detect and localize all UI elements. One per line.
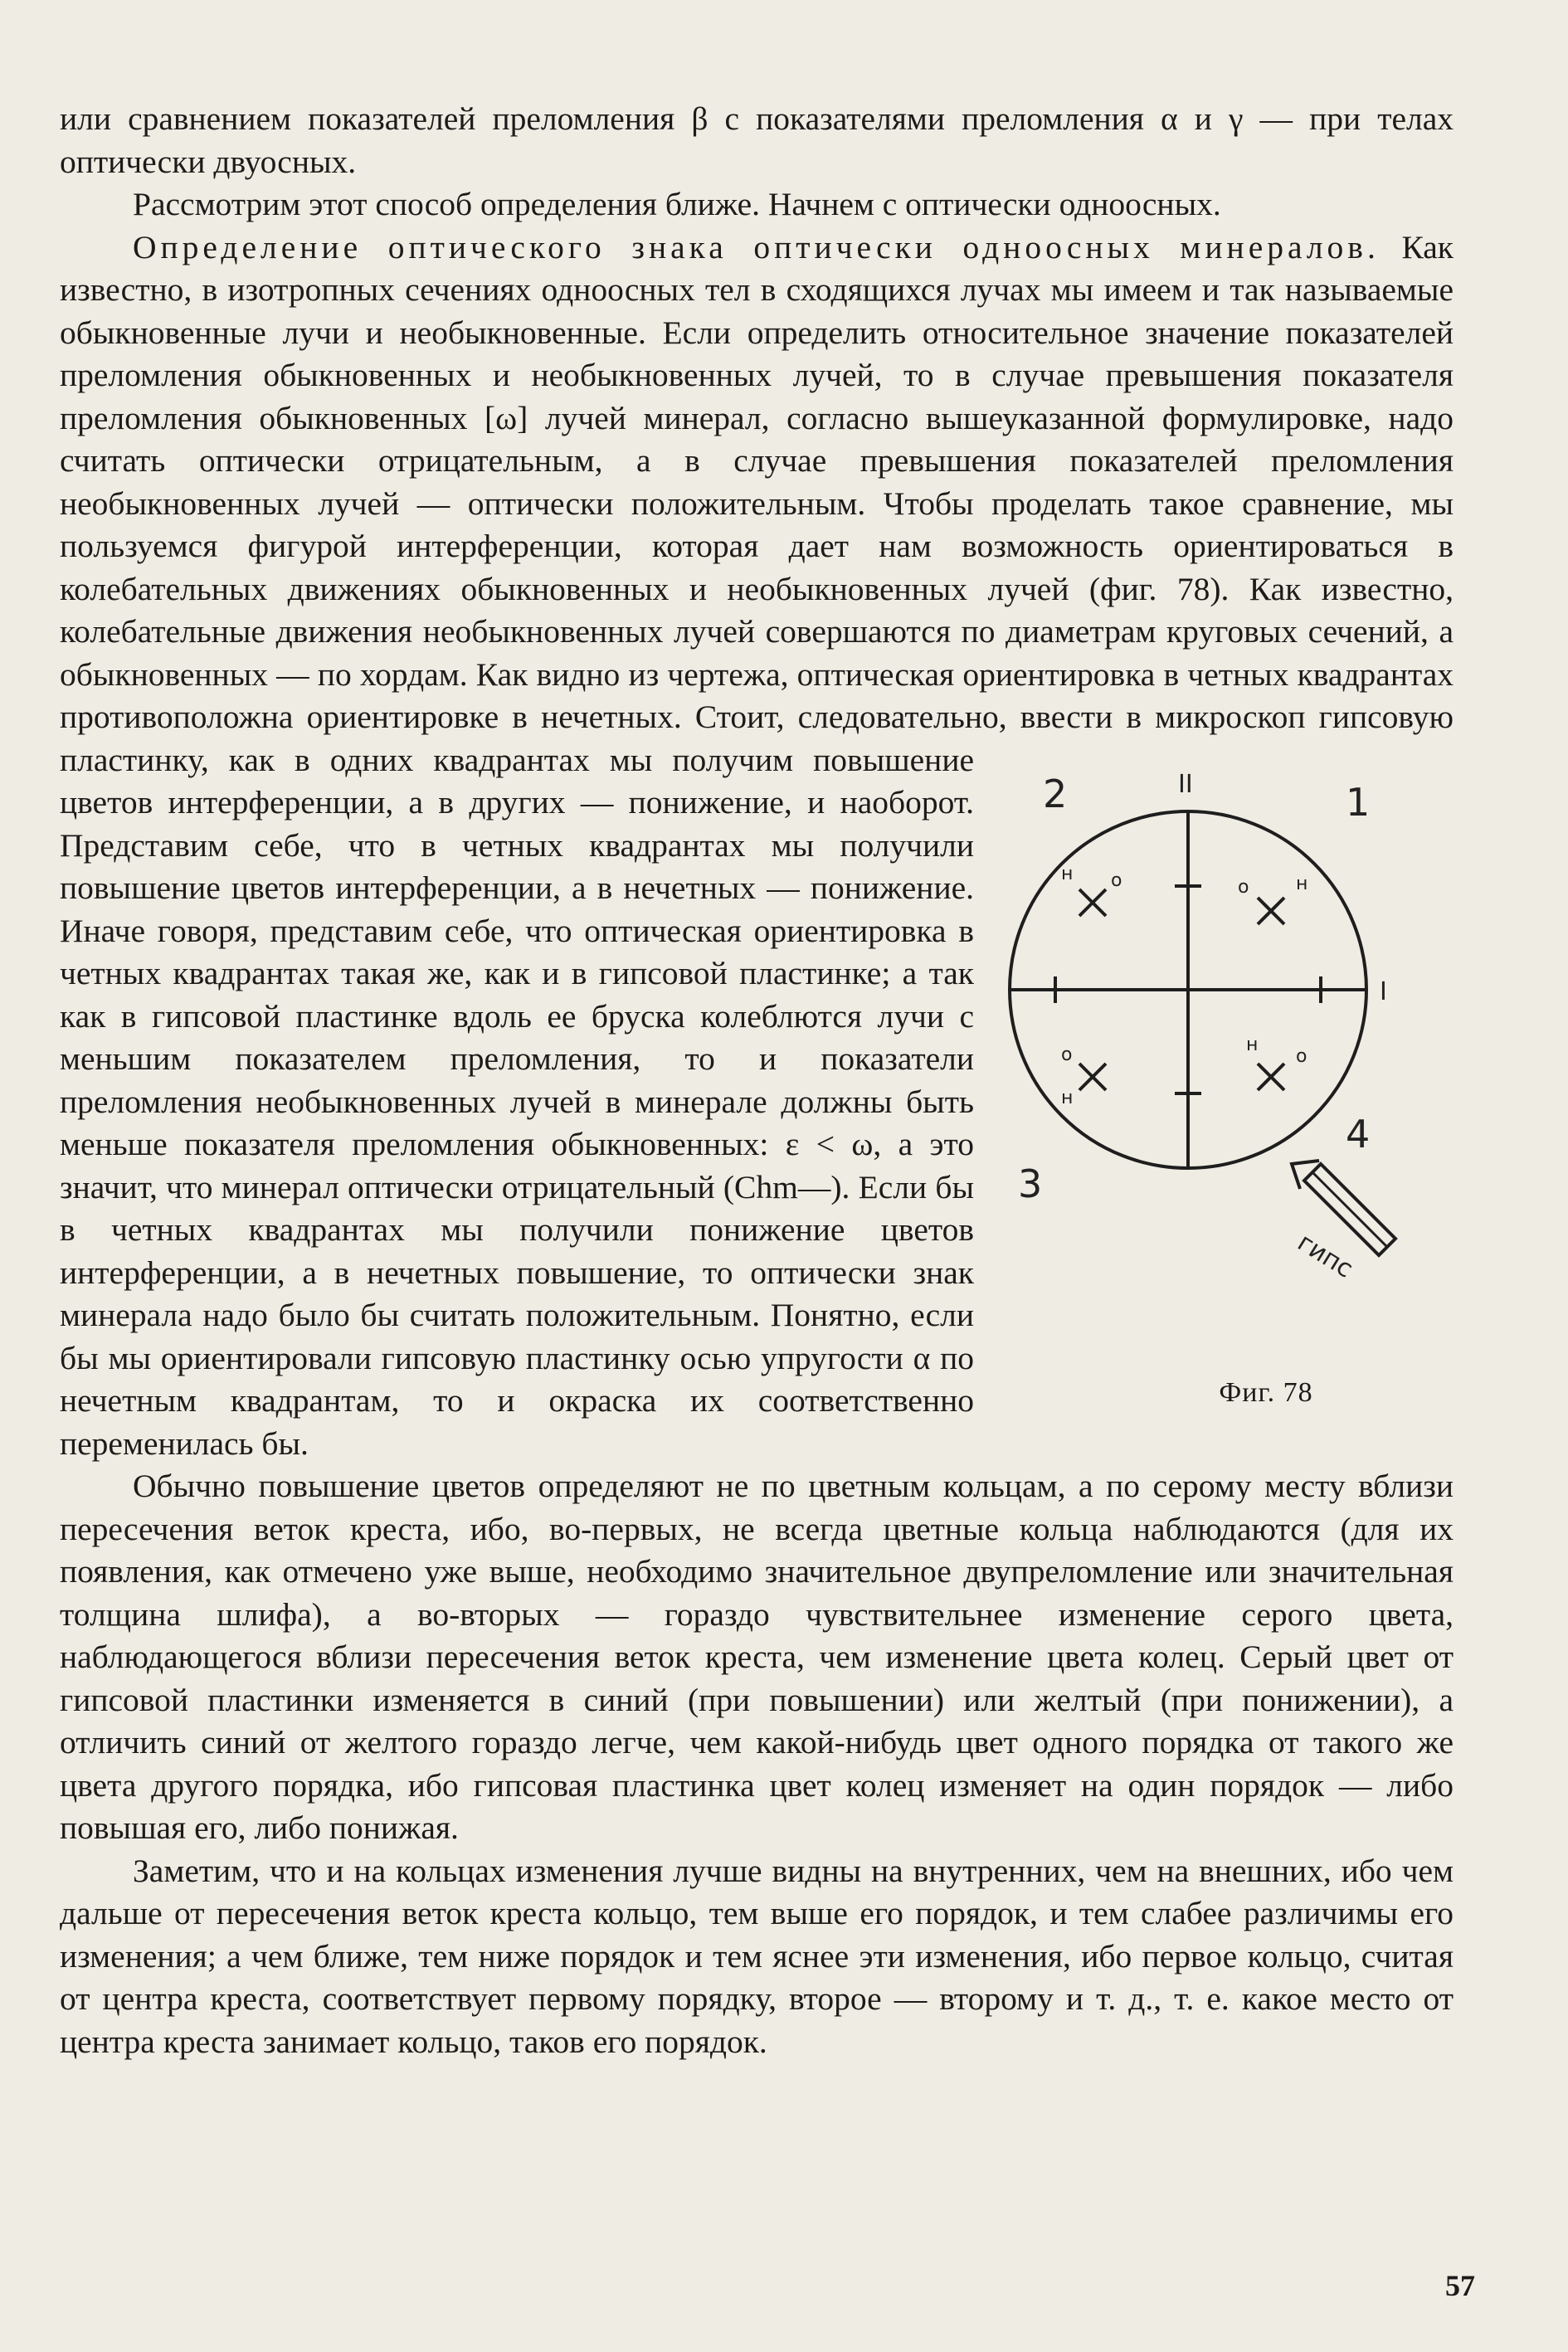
label-n: н [1296, 873, 1308, 894]
gypsum-label: гипс [1292, 1227, 1358, 1284]
quadrant-2-label: 2 [1043, 771, 1068, 816]
page-number: 57 [1445, 2269, 1475, 2302]
label-n: н [1246, 1034, 1259, 1055]
figure-78 [1006, 749, 1454, 1438]
label-o: о [1296, 1045, 1307, 1067]
quadrant-4-label: 4 [1346, 1111, 1371, 1157]
paragraph-3-body: Как известно, в изотропных сечениях одноосных тел в сходящихся лучах мы имеем и так называемые обыкновенные лучи и необыкновенные. Если определить относительное значение показателей преломления обыкновенных и необыкновенных лучей, то в случае превышения показателя преломления обыкновенных [ω] лучей минерал, согласно вышеуказанной формулировке, надо считать оптически отрицательным, а в случае превышения показателей преломления необыкновенных лучей — оптически положительным. Чтобы проделать такое сравнение, мы пользуемся фигурой интерференции, которая дает нам возможность ориентироваться в колебательных движениях обыкновенных и необыкновенных лучей (фиг. 78). Как известно, колебательные движения необыкновенных лучей совершаются по диаметрам круговых сечений, а обыкновенных — по хордам. Как видно из чертежа, оптическая ориентировка в четных квадрантах противоположна ориентировке в нечетных. Стоит, следовательно, ввести в микроскоп гипсовую [60, 228, 1454, 735]
interference-figure [1006, 749, 1454, 1363]
paragraph-3-body-continued: пластинку, как в одних квадрантах мы получим повышение цветов интерференции, а в других — понижение, и наоборот. Представим себе, что в четных квадрантах мы получили повышение цветов интерференции, а в нечетных — понижение. Иначе говоря, представим себе, что оптическая ориентировка в четных квадрантах такая же, как и в гипсовой пластинке; а так как в гипсовой пластинке вдоль ее бруска колеблются лучи с меньшим показателем преломления, то и показатели преломления необыкновенных лучей в минерале должны быть меньше показателя преломления обыкновенных: ε < ω, а это значит, что минерал оптически отрицательный (Chm—). Если бы в четных квадрантах мы получили понижение цветов интерференции, а в нечетных повышение, то оптически знак минерала надо было бы считать положительным. Понятно, если бы мы ориентировали гипсовую пластинку осью упругости α по нечетным квадрантам, то и окраска их соответственно переменилась бы. [60, 741, 974, 1462]
gypsum-plate-inner [1312, 1172, 1387, 1247]
label-o: о [1238, 876, 1249, 898]
quadrant-3-label: 3 [1018, 1161, 1043, 1206]
paragraph-4: Обычно повышение цветов определяют не по цветным кольцам, а по серому месту вблизи пересечения веток креста, ибо, во-первых, не всегда цветные кольца наблюдаются (для их появления, как отмечено уже выше, необходимо значительное двупреломление или значительная толщина шлифа), а во-вторых — гораздо чувствительнее изменение серого цвета, наблюдающегося вблизи пересечения веток креста, чем изменение цвета колец. Серый цвет от гипсовой пластинки изменяется в синий (при повышении) или желтый (при понижении), а отличить синий от желтого гораздо легче, чем какой-нибудь цвет одного порядка от такого же цвета другого порядка, ибо гипсовая пластинка цвет колец изменяет на один порядок — либо повышая его, либо понижая. [60, 1468, 1454, 1846]
figure-caption: Фиг. 78 [1219, 1376, 1313, 1408]
axis-label-right: I [1380, 976, 1387, 1006]
paragraph-3 [60, 226, 1454, 1466]
quadrant-1-label: 1 [1346, 779, 1371, 825]
label-n: н [1061, 863, 1074, 884]
paragraph-5: Заметим, что и на кольцах изменения лучше видны на внутренних, чем на внешних, ибо чем дальше от пересечения веток креста кольцо, тем выше его порядок, и тем слабее различимы его изменения; а чем ближе, тем ниже порядок и тем яснее эти изменения, ибо первое кольцо, считая от центра креста, соответствует первому порядку, второе — второму и т. д., т. е. какое место от центра креста занимает кольцо, таков его порядок. [60, 1852, 1454, 2060]
body-text [60, 98, 1454, 2063]
label-o: о [1111, 869, 1122, 891]
section-heading: Определение оптического знака оптически одноосных минералов. [133, 228, 1380, 265]
axis-label-top: II [1178, 769, 1193, 799]
paragraph-2: Рассмотрим этот способ определения ближе. Начнем с оптически одноосных. [133, 186, 1221, 222]
paragraph-1: или сравнением показателей преломления β с показателями преломления α и γ — при телах оптически двуосных. [60, 100, 1454, 180]
label-o: о [1061, 1044, 1073, 1065]
label-n: н [1061, 1087, 1074, 1108]
